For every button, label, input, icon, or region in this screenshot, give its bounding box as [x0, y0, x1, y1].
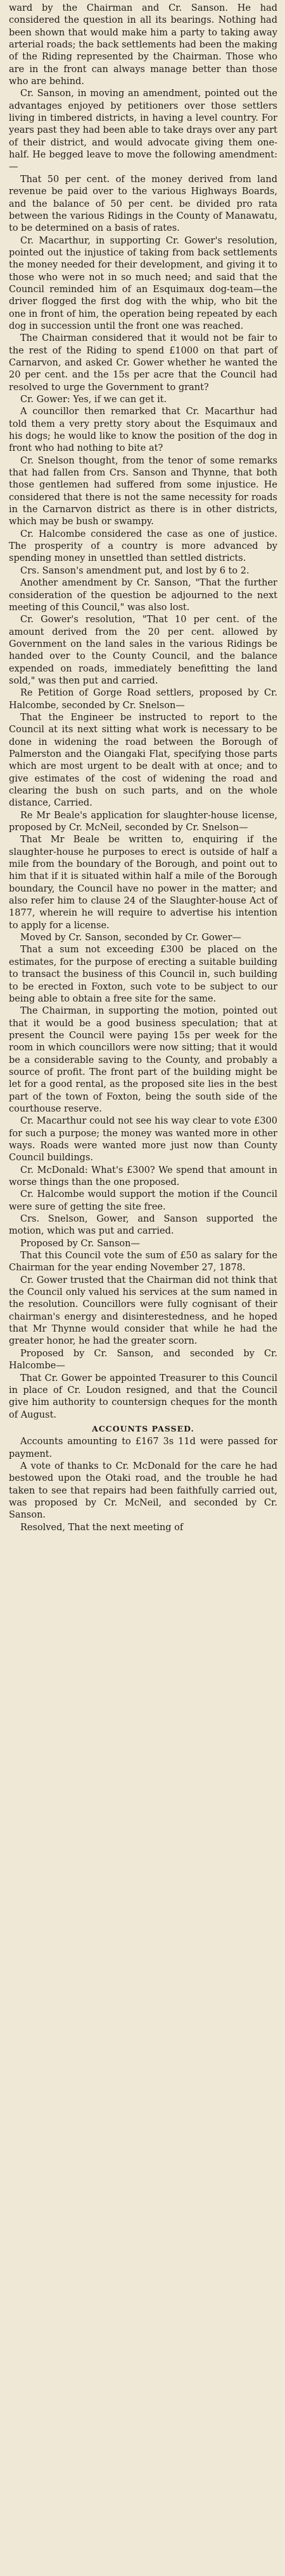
paragraph: That a sum not exceeding £300 be placed on the estimates, for the purpose of erecting a suitable building to transact the business of this Council in, such building to be erected in Foxton, such vote to be subject to our being able to obtain a free site for the same.: [9, 945, 277, 1004]
paragraph: Moved by Cr. Sanson, seconded by Cr. Gower—: [20, 933, 242, 943]
paragraph: Cr. McDonald: What's £300? We spend that amount in worse things than the one proposed.: [9, 1165, 277, 1187]
paragraph: Proposed by Cr. Sanson, and seconded by Cr. Halcombe—: [9, 1348, 277, 1371]
paragraph: That 50 per cent. of the money derived from land revenue be paid over to the various Highways Boards, and the balance of 50 per cent. be divided pro rata between the various Ridings in the County of Manawatu, to be determined on a basis of rates.: [9, 174, 277, 234]
paragraph: Crs. Sanson's amendment put, and lost by 6 to 2.: [20, 565, 250, 576]
paragraph: Another amendment by Cr. Sanson, "That the further consideration of the question be adjourned to the next meeting of this Council," was also lost.: [9, 578, 277, 613]
paragraph: Cr. Snelson thought, from the tenor of some remarks that had fallen from Crs. Sanson and Thynne, that both those gentlemen had suffered from some injustice. He considered that there is not the same necessity for roads in the Carnarvon district as there is in other districts, which may be bush or swampy.: [9, 455, 277, 527]
paragraph: Cr. Sanson, in moving an amendment, pointed out the advantages enjoyed by petitioners over those settlers living in timbered districts, in having a level country. For years past they had been able to take drays over any part of their district, and would advocate giving them one-half. He begged leave to move the following amendment:—: [9, 89, 277, 173]
section-heading: ACCOUNTS PASSED.: [92, 1423, 194, 1433]
paragraph: That Cr. Gower be appointed Treasurer to this Council in place of Cr. Loudon resigned, and that the Council give him authority to countersign cheques for the month of August.: [9, 1373, 277, 1420]
paragraph: Cr. Macarthur could not see his way clear to vote £300 for such a purpose; the money was wanted more in other ways. Roads were wanted more just now than County Council buildings.: [9, 1116, 277, 1163]
paragraph: That the Engineer be instructed to report to the Council at its next sitting what work is necessary to be done in widening the road between the Borough of Palmerston and the Oiangaki Flat, specifying those parts which are most urgent to be dealt with at once; and to give estimates of the cost of widening the road and clearing the bush on such parts, and on the whole distance, Carried.: [9, 712, 277, 809]
paragraph: Cr. Gower: Yes, if we can get it.: [20, 395, 167, 405]
paragraph: The Chairman, in supporting the motion, pointed out that it would be a good business speculation; that at present the Council were paying 15s per week for the room in which councillors were now sitting; that it would be a considerable saving to the County, and probably a source of profit. The front part of the building might be let for a good rental, as the proposed site lies in the best part of the town of Foxton, being the south side of the courthouse reserve.: [9, 1006, 277, 1114]
paragraph: Re Mr Beale's application for slaughter-house license, proposed by Cr. McNeil, seconded by Cr. Snelson—: [9, 810, 277, 833]
paragraph: A vote of thanks to Cr. McDonald for the care he had bestowed upon the Otaki road, and the trouble he had taken to see that repairs had been faithfully carried out, was proposed by Cr. McNeil, and seconded by Cr. Sanson.: [9, 1461, 277, 1521]
paragraph: Resolved, That the next meeting of: [20, 1522, 184, 1533]
paragraph: Cr. Halcombe considered the case as one of justice. The prosperity of a country is more advanced by spending money in unsettled than settled districts.: [9, 529, 277, 564]
paragraph: Cr. Gower's resolution, "That 10 per cent. of the amount derived from the 20 per cent. allowed by Government on the land sales in the various Ridings be handed over to the County Council, and the balance expended on roads, immediately benefitting the land sold," was then put and carried.: [9, 615, 277, 686]
paragraph: Crs. Snelson, Gower, and Sanson supported the motion, which was put and carried.: [9, 1214, 277, 1237]
paragraph: That this Council vote the sum of £50 as salary for the Chairman for the year ending November 27, 1878.: [9, 1251, 277, 1273]
paragraph: Cr. Macarthur, in supporting Cr. Gower's resolution, pointed out the injustice of taking from back settlements the money needed for their development, and giving it to those who were not in so much need; and said that the Council reminded him of an Esquimaux dog-team—the driver flogged the first dog with the whip, who bit the one in front of him, the operation being repeated by each dog in succession until the front one was reached.: [9, 235, 277, 331]
paragraph: Cr. Halcombe would support the motion if the Council were sure of getting the site free.: [9, 1189, 277, 1212]
paragraph: Re Petition of Gorge Road settlers, proposed by Cr. Halcombe, seconded by Cr. Snelson—: [9, 688, 277, 711]
paragraph: ward by the Chairman and Cr. Sanson. He had considered the question in all its bearings. Nothing had been shown that would make him a party to taking away arterial roads; the back settlements had been the making of the Riding represented by the Chairman. Those who are in the front can always manage better than those who are behind.: [9, 3, 277, 87]
paragraph: Proposed by Cr. Sanson—: [20, 1238, 141, 1249]
paragraph: Accounts amounting to £167 3s 11d were passed for payment.: [9, 1437, 277, 1459]
paragraph: That Mr Beale be written to, enquiring if the slaughter-house he purposes to erect is outside of half a mile from the boundary of the Borough, and point out to him that if it is situated within half a mile of the Borough boundary, the Council have no power in the matter; and also refer him to clause 24 of the Slaughter-house Act of 1877, wherein he will require to advertise his intention to apply for a license.: [9, 835, 277, 931]
paragraph: Cr. Gower trusted that the Chairman did not think that the Council only valued his services at the sum named in the resolution. Councillors were fully cognisant of their chairman's energy and disinterestedness, and he hoped that Mr Thynne would consider that while he had the greater honor, he had the greater scorn.: [9, 1275, 277, 1347]
paragraph: A councillor then remarked that Cr. Macarthur had told them a very pretty story about the Esquimaux and his dogs; he would like to know the position of the dog in front who had nothing to bite at?: [9, 407, 277, 454]
paragraph: The Chairman considered that it would not be fair to the rest of the Riding to spend £1000 on that part of Carnarvon, and asked Cr. Gower whether he wanted the 20 per cent. and the 15s per acre that the Council had resolved to urge the Government to grant?: [9, 333, 277, 393]
